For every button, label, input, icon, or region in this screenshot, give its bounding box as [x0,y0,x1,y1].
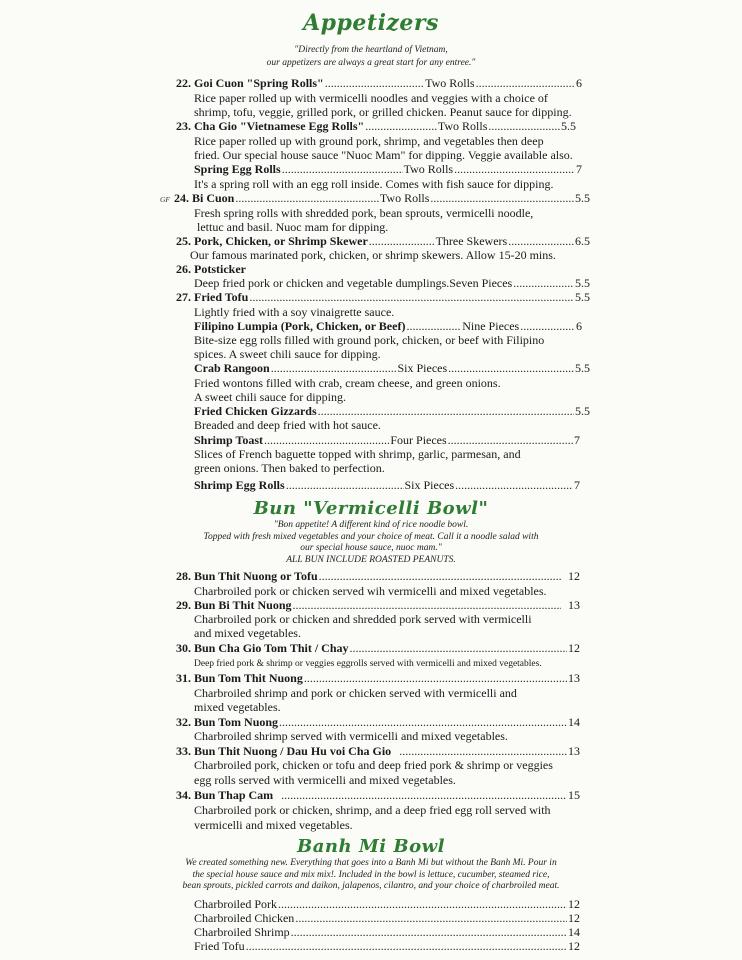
item-description: Rice paper rolled up with vermicelli noodles and veggies with a choice of [194,91,548,105]
banh-mi-heading: Banh Mi Bowl [297,836,445,857]
appetizers-heading: Appetizers [303,10,439,36]
banh-mi-item: Fried Tofu ..... 12 [194,939,580,953]
menu-item-27: 27. Fried Tofu ..... 5.5 [176,290,590,304]
item-description: Charbroiled pork or chicken served wih vermicelli and mixed vegetables. [194,584,547,598]
gluten-free-badge: GF [160,195,170,204]
menu-item-24: GF 24. Bi Cuon ..... Two Rolls ..... 5.5 [160,191,590,207]
menu-item-filipino-lumpia: Filipino Lumpia (Pork, Chicken, or Beef) ..... Nine Pieces ..... 6 [194,319,582,333]
menu-item-29: 29. Bun Bi Thit Nuong ..... 13 [176,598,580,612]
item-description: Charbroiled pork or chicken, shrimp, and a deep fried egg roll served with [194,803,551,817]
item-description: Our famous marinated pork, chicken, or shrimp skewers. Allow 15-20 mins. [190,248,556,262]
bun-heading: Bun "Vermicelli Bowl" [253,498,489,519]
item-description: mixed vegetables. [194,700,281,714]
banh-mi-item: Charbroiled Pork ..... 12 [194,897,580,911]
banh-mi-item: Charbroiled Shrimp ..... 14 [194,925,580,939]
menu-item-shrimp-egg-rolls: Shrimp Egg Rolls ..... Six Pieces ..... 7 [194,478,580,492]
item-description: A sweet chili sauce for dipping. [194,390,346,404]
item-description: Charbroiled shrimp served with vermicelli and mixed vegetables. [194,729,508,743]
item-description: Deep fried pork & shrimp or veggies eggrolls served with vermicelli and mixed vegetables. [194,659,542,669]
menu-item-33: 33. Bun Thit Nuong / Dau Hu voi Cha Gio ..... 13 [176,744,580,758]
menu-item-30: 30. Bun Cha Gio Tom Thit / Chay ..... 12 [176,641,580,655]
menu-item-shrimp-toast: Shrimp Toast ..... Four Pieces ..... 7 [194,433,580,447]
bun-intro: "Bon appetite! A different kind of rice noodle bowl. Topped with fresh mixed vegetables and your choice of meat. Call it a noodle salad with our special house sauce, nuoc mam." ALL BUN INCLUDE ROASTED PEANUTS. [203,520,539,565]
menu-item-28: 28. Bun Thit Nuong or Tofu ..... 12 [176,569,580,583]
item-description: lettuc and basil. Nuoc mam for dipping. [197,220,389,234]
menu-item-crab-rangoon: Crab Rangoon ..... Six Pieces ..... 5.5 [194,361,590,375]
item-description: Slices of French baguette topped with shrimp, garlic, parmesan, and [194,447,521,461]
menu-item-26: 26. Potsticker [176,262,246,276]
item-description: Rice paper rolled up with ground pork, shrimp, and vegetables then deep [194,134,544,148]
appetizers-intro: "Directly from the heartland of Vietnam, our appetizers are always a great start for any entree." [266,45,476,68]
item-description: Lightly fried with a soy vinaigrette sauce. [194,305,395,319]
item-description: and mixed vegetables. [194,626,301,640]
item-description: Charbroiled shrimp and pork or chicken served with vermicelli and [194,686,517,700]
item-description: fried. Our special house sauce "Nuoc Mam" for dipping. Veggie available also. [194,148,573,162]
item-description: spices. A sweet chili sauce for dipping. [194,347,381,361]
menu-item-fried-chicken-gizzards: Fried Chicken Gizzards ..... 5.5 [194,404,590,418]
item-description: Charbroiled pork or chicken and shredded pork served with vermicelli [194,612,532,626]
item-description: egg rolls served with vermicelli and mixed vegetables. [194,773,456,787]
item-description: Fried wontons filled with crab, cream cheese, and green onions. [194,376,501,390]
menu-item-32: 32. Bun Tom Nuong ..... 14 [176,715,580,729]
banh-mi-intro: We created something new. Everything that goes into a Banh Mi but without the Banh Mi. Pour in the special house sauce and mix mix!. Included in the bowl is lettuce, cucumber, steamed rice, bean sprouts, pickled carrots and daikon, jalapenos, cilantro, and your choice of charbroiled meat. [182,858,560,891]
menu-item-31: 31. Bun Tom Thit Nuong ..... 13 [176,671,580,685]
item-description: green onions. Then baked to perfection. [194,461,385,475]
menu-item-23: 23. Cha Gio "Vietnamese Egg Rolls" ..... Two Rolls ..... 5.5 [176,119,576,133]
item-description: Bite-size egg rolls filled with ground pork, chicken, or beef with Filipino [194,333,545,347]
item-description: Breaded and deep fried with hot sauce. [194,418,381,432]
item-description: shrimp, tofu, veggie, grilled pork, or grilled chicken. Peanut sauce for dipping. [194,105,572,119]
item-description: It's a spring roll with an egg roll inside. Comes with fish sauce for dipping. [194,177,554,191]
menu-item-26-detail: Deep fried pork or chicken and vegetable dumplings.Seven Pieces ..... 5.5 [194,276,590,290]
banh-mi-item: Charbroiled Chicken ..... 12 [194,911,580,925]
menu-item-34: 34. Bun Thap Cam ..... 15 [176,788,580,802]
menu-item-22: 22. Goi Cuon "Spring Rolls" ..... Two Rolls ..... 6 [176,76,582,90]
item-description: vermicelli and mixed vegetables. [194,818,353,832]
menu-item-25: 25. Pork, Chicken, or Shrimp Skewer ..... Three Skewers ..... 6.5 [176,234,590,248]
item-description: Charbroiled pork, chicken or tofu and deep fried pork & shrimp or veggies [194,758,553,772]
item-description: Fresh spring rolls with shredded pork, bean sprouts, vermicelli noodle, [194,206,534,220]
menu-item-spring-egg-rolls: Spring Egg Rolls ..... Two Rolls ..... 7 [194,162,582,176]
